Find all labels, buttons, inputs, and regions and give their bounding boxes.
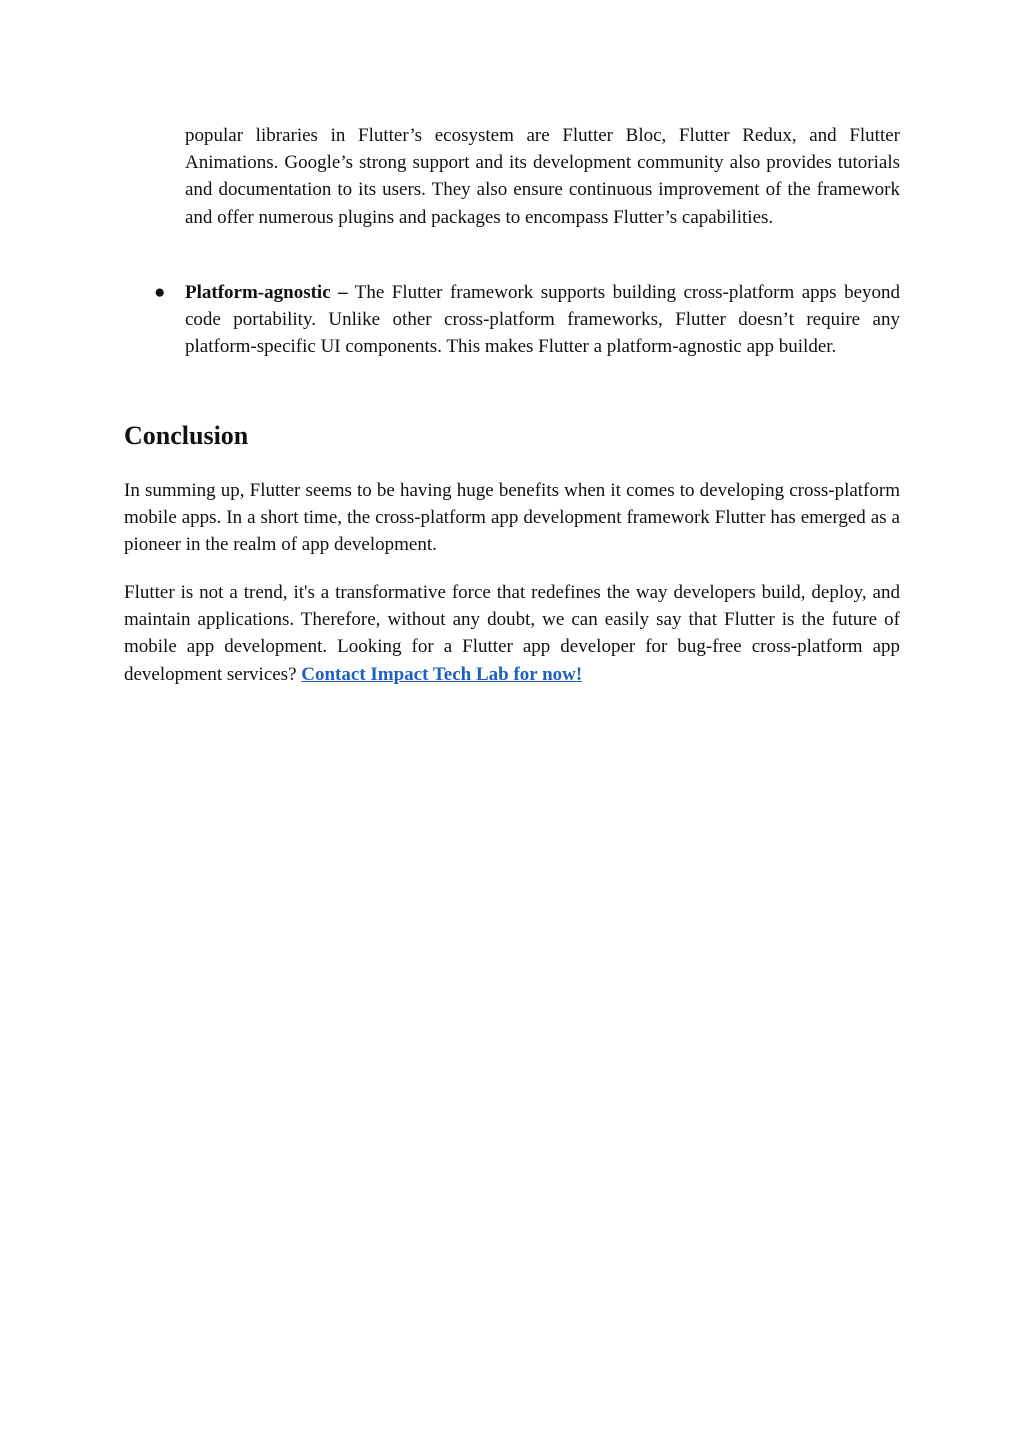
bullet-term: Platform-agnostic –	[185, 282, 348, 303]
bullet-text: The Flutter framework supports building cross-platform apps beyond code portability. Unlike other cross-platform frameworks, Flutter doesn’t require any platform-specific UI components. This makes Flutter a platform-agnostic app builder.	[185, 282, 900, 358]
conclusion-paragraph-2	[124, 579, 900, 688]
continuation-paragraph: popular libraries in Flutter’s ecosystem are Flutter Bloc, Flutter Redux, and Flutter Animations. Google’s strong support and its development community also provides tutorials and documentation to its users. They also ensure continuous improvement of the framework and offer numerous plugins and packages to encompass Flutter’s capabilities.	[185, 125, 900, 228]
conclusion-paragraph-1: In summing up, Flutter seems to be having huge benefits when it comes to developing cross-platform mobile apps. In a short time, the cross-platform app development framework Flutter has emerged as a pioneer in the realm of app development.	[124, 480, 900, 556]
contact-link[interactable]: Contact Impact Tech Lab for now!	[301, 663, 583, 685]
conclusion-heading: Conclusion	[124, 421, 249, 450]
bullet-item-platform-agnostic	[185, 279, 900, 361]
conclusion-paragraph-2-text: Flutter is not a trend, it's a transformative force that redefines the way developers build, deploy, and maintain applications. Therefore, without any doubt, we can easily say that Flutter is the future of mobile app development. Looking for a Flutter app developer for bug-free cross-platform app development services?	[124, 582, 900, 685]
bullet-marker: ●	[154, 282, 166, 303]
